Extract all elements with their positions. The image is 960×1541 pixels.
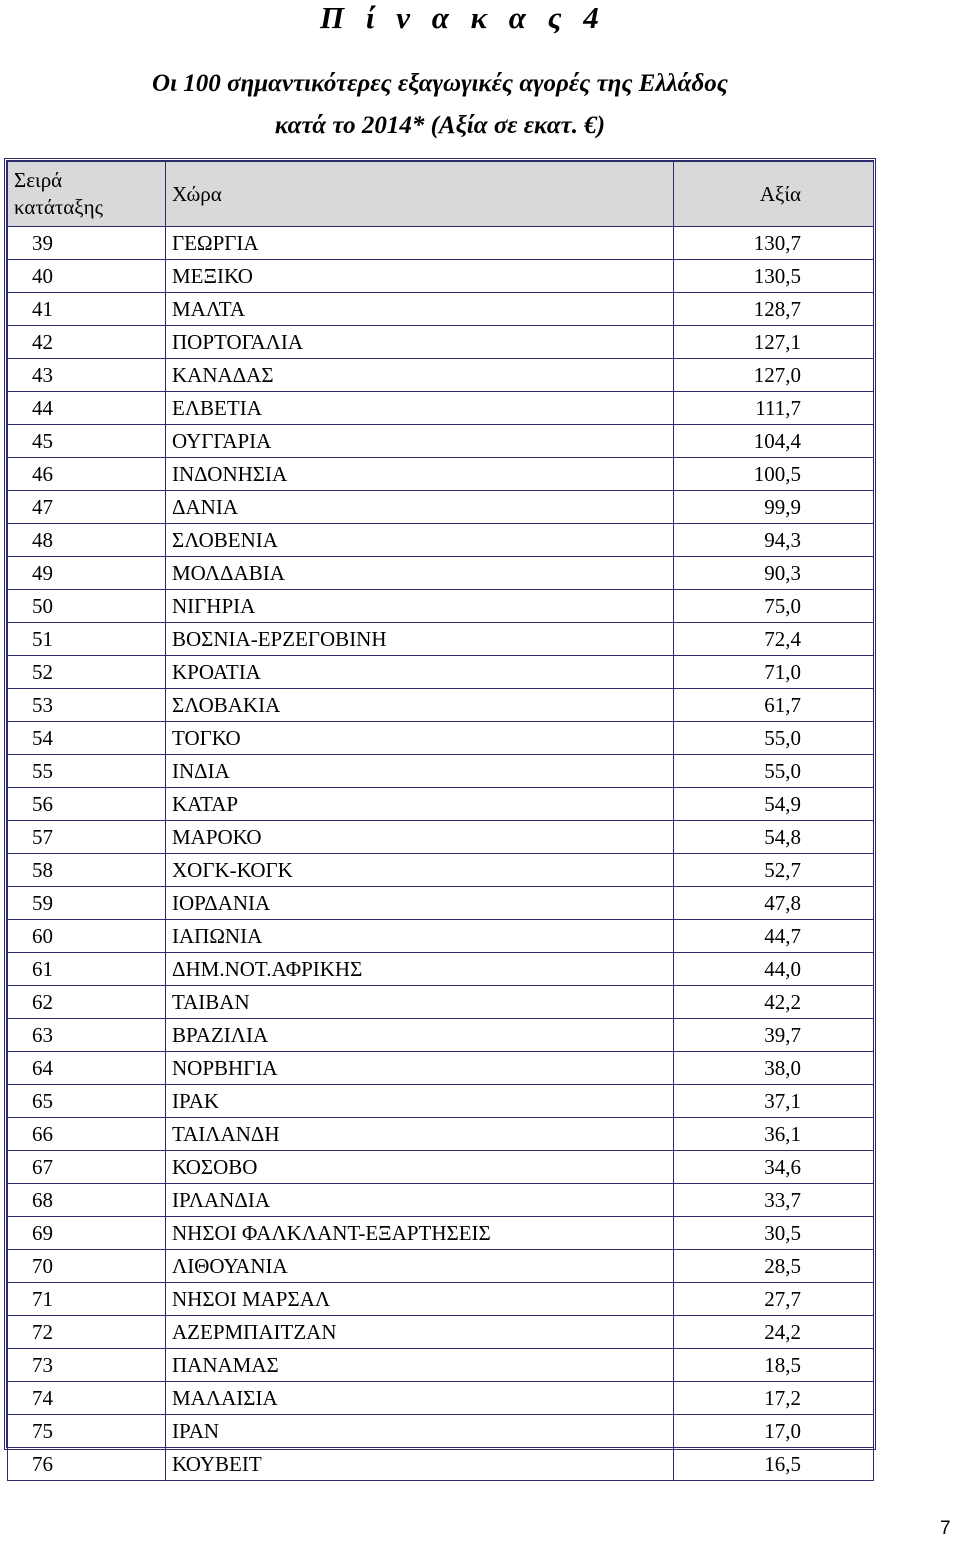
value-cell: 44,0 <box>674 953 874 986</box>
value-cell: 72,4 <box>674 623 874 656</box>
page-title: Π ί ν α κ α ς 4 <box>320 0 606 35</box>
country-cell: ΒΡΑΖΙΛΙΑ <box>166 1019 674 1052</box>
rank-cell: 66 <box>8 1118 166 1151</box>
rank-cell: 71 <box>8 1283 166 1316</box>
value-cell: 28,5 <box>674 1250 874 1283</box>
table-row <box>8 656 874 689</box>
table-row <box>8 689 874 722</box>
value-cell: 17,0 <box>674 1415 874 1448</box>
rank-cell: 50 <box>8 590 166 623</box>
value-cell: 39,7 <box>674 1019 874 1052</box>
rank-cell: 47 <box>8 491 166 524</box>
country-cell: ΜΕΞΙΚΟ <box>166 260 674 293</box>
table-row <box>8 1118 874 1151</box>
rank-cell: 68 <box>8 1184 166 1217</box>
country-cell: ΔΗΜ.ΝΟΤ.ΑΦΡΙΚΗΣ <box>166 953 674 986</box>
table-row <box>8 1250 874 1283</box>
value-cell: 130,7 <box>674 227 874 260</box>
value-cell: 33,7 <box>674 1184 874 1217</box>
rank-cell: 41 <box>8 293 166 326</box>
country-cell: ΙΡΑΚ <box>166 1085 674 1118</box>
value-cell: 24,2 <box>674 1316 874 1349</box>
value-cell: 37,1 <box>674 1085 874 1118</box>
value-cell: 94,3 <box>674 524 874 557</box>
country-cell: ΝΗΣΟΙ ΜΑΡΣΑΛ <box>166 1283 674 1316</box>
rank-cell: 48 <box>8 524 166 557</box>
country-cell: ΜΑΛΤΑ <box>166 293 674 326</box>
table-row <box>8 227 874 260</box>
rank-cell: 63 <box>8 1019 166 1052</box>
country-cell: ΙΟΡΔΑΝΙΑ <box>166 887 674 920</box>
value-cell: 34,6 <box>674 1151 874 1184</box>
page-number: 7 <box>940 1518 951 1539</box>
value-cell: 130,5 <box>674 260 874 293</box>
rank-cell: 70 <box>8 1250 166 1283</box>
rank-cell: 72 <box>8 1316 166 1349</box>
value-cell: 104,4 <box>674 425 874 458</box>
value-cell: 54,9 <box>674 788 874 821</box>
value-cell: 128,7 <box>674 293 874 326</box>
rank-cell: 56 <box>8 788 166 821</box>
table-row <box>8 425 874 458</box>
table-row <box>8 854 874 887</box>
table-row <box>8 359 874 392</box>
value-cell: 38,0 <box>674 1052 874 1085</box>
table-row <box>8 524 874 557</box>
table-row <box>8 458 874 491</box>
rank-cell: 57 <box>8 821 166 854</box>
table-row <box>8 326 874 359</box>
country-cell: ΓΕΩΡΓΙΑ <box>166 227 674 260</box>
value-cell: 42,2 <box>674 986 874 1019</box>
table-row <box>8 1283 874 1316</box>
country-cell: ΤΟΓΚΟ <box>166 722 674 755</box>
rank-cell: 59 <box>8 887 166 920</box>
country-cell: ΙΝΔΙΑ <box>166 755 674 788</box>
table-header <box>8 162 874 227</box>
country-cell: ΔΑΝΙΑ <box>166 491 674 524</box>
value-cell: 100,5 <box>674 458 874 491</box>
rank-cell: 61 <box>8 953 166 986</box>
country-cell: ΑΖΕΡΜΠΑΙΤΖΑΝ <box>166 1316 674 1349</box>
table-row <box>8 953 874 986</box>
rank-cell: 42 <box>8 326 166 359</box>
table-row <box>8 392 874 425</box>
country-cell: ΜΑΛΑΙΣΙΑ <box>166 1382 674 1415</box>
rank-cell: 53 <box>8 689 166 722</box>
table-row <box>8 590 874 623</box>
table-row <box>8 920 874 953</box>
value-cell: 36,1 <box>674 1118 874 1151</box>
table-row <box>8 1217 874 1250</box>
rank-cell: 45 <box>8 425 166 458</box>
header-rank <box>8 162 166 227</box>
value-cell: 47,8 <box>674 887 874 920</box>
rank-cell: 39 <box>8 227 166 260</box>
country-cell: ΣΛΟΒΕΝΙΑ <box>166 524 674 557</box>
rank-cell: 69 <box>8 1217 166 1250</box>
country-cell: ΤΑΙΛΑΝΔΗ <box>166 1118 674 1151</box>
country-cell: ΧΟΓΚ-ΚΟΓΚ <box>166 854 674 887</box>
rank-cell: 51 <box>8 623 166 656</box>
rank-cell: 75 <box>8 1415 166 1448</box>
rank-cell: 60 <box>8 920 166 953</box>
value-cell: 27,7 <box>674 1283 874 1316</box>
table-row <box>8 1382 874 1415</box>
value-cell: 61,7 <box>674 689 874 722</box>
rank-cell: 54 <box>8 722 166 755</box>
country-cell: ΙΡΑΝ <box>166 1415 674 1448</box>
rank-cell: 44 <box>8 392 166 425</box>
header-row <box>8 162 874 227</box>
table-row <box>8 1415 874 1448</box>
rank-cell: 43 <box>8 359 166 392</box>
table-subtitle-line2: κατά το 2014* (Αξία σε εκατ. €) <box>274 112 606 139</box>
header-rank-line1: Σειρά <box>14 167 63 192</box>
value-cell: 127,0 <box>674 359 874 392</box>
exports-table-frame <box>4 158 876 1476</box>
table-row <box>8 986 874 1019</box>
rank-cell: 55 <box>8 755 166 788</box>
table-row <box>8 755 874 788</box>
country-cell: ΚΑΤΑΡ <box>166 788 674 821</box>
rank-cell: 74 <box>8 1382 166 1415</box>
table-row <box>8 1184 874 1217</box>
country-cell: ΣΛΟΒΑΚΙΑ <box>166 689 674 722</box>
rank-cell: 40 <box>8 260 166 293</box>
table-row <box>8 623 874 656</box>
table-row <box>8 1052 874 1085</box>
country-cell: ΝΗΣΟΙ ΦΑΛΚΛΑΝΤ-ΕΞΑΡΤΗΣΕΙΣ <box>166 1217 674 1250</box>
header-country: Χώρα <box>166 162 674 227</box>
header-value: Αξία <box>674 162 874 227</box>
table-row <box>8 887 874 920</box>
rank-cell: 76 <box>8 1448 166 1481</box>
header-rank-line2: κατάταξης <box>14 195 103 219</box>
country-cell: ΕΛΒΕΤΙΑ <box>166 392 674 425</box>
value-cell: 75,0 <box>674 590 874 623</box>
rank-cell: 65 <box>8 1085 166 1118</box>
country-cell: ΒΟΣΝΙΑ-ΕΡΖΕΓΟΒΙΝΗ <box>166 623 674 656</box>
table-row <box>8 1151 874 1184</box>
rank-cell: 73 <box>8 1349 166 1382</box>
country-cell: ΤΑΙΒΑΝ <box>166 986 674 1019</box>
value-cell: 18,5 <box>674 1349 874 1382</box>
country-cell: ΙΡΛΑΝΔΙΑ <box>166 1184 674 1217</box>
table-row <box>8 788 874 821</box>
value-cell: 55,0 <box>674 755 874 788</box>
table-row <box>8 1349 874 1382</box>
country-cell: ΙΝΔΟΝΗΣΙΑ <box>166 458 674 491</box>
value-cell: 16,5 <box>674 1448 874 1481</box>
value-cell: 111,7 <box>674 392 874 425</box>
rank-cell: 62 <box>8 986 166 1019</box>
country-cell: ΛΙΘΟΥΑΝΙΑ <box>166 1250 674 1283</box>
country-cell: ΟΥΓΓΑΡΙΑ <box>166 425 674 458</box>
table-row <box>8 1316 874 1349</box>
country-cell: ΚΑΝΑΔΑΣ <box>166 359 674 392</box>
table-row <box>8 722 874 755</box>
exports-table <box>7 161 874 1481</box>
table-row <box>8 557 874 590</box>
table-row <box>8 293 874 326</box>
country-cell: ΚΟΥΒΕΙΤ <box>166 1448 674 1481</box>
table-body <box>8 227 874 1481</box>
country-cell: ΝΙΓΗΡΙΑ <box>166 590 674 623</box>
rank-cell: 49 <box>8 557 166 590</box>
rank-cell: 64 <box>8 1052 166 1085</box>
value-cell: 90,3 <box>674 557 874 590</box>
country-cell: ΙΑΠΩΝΙΑ <box>166 920 674 953</box>
rank-cell: 58 <box>8 854 166 887</box>
value-cell: 30,5 <box>674 1217 874 1250</box>
value-cell: 17,2 <box>674 1382 874 1415</box>
table-subtitle-line1: Οι 100 σημαντικότερες εξαγωγικές αγορές της Ελλάδος <box>152 70 728 97</box>
value-cell: 55,0 <box>674 722 874 755</box>
rank-cell: 46 <box>8 458 166 491</box>
value-cell: 44,7 <box>674 920 874 953</box>
country-cell: ΠΑΝΑΜΑΣ <box>166 1349 674 1382</box>
country-cell: ΠΟΡΤΟΓΑΛΙΑ <box>166 326 674 359</box>
country-cell: ΜΑΡΟΚΟ <box>166 821 674 854</box>
rank-cell: 52 <box>8 656 166 689</box>
value-cell: 52,7 <box>674 854 874 887</box>
country-cell: ΝΟΡΒΗΓΙΑ <box>166 1052 674 1085</box>
table-row <box>8 1085 874 1118</box>
value-cell: 54,8 <box>674 821 874 854</box>
table-row <box>8 260 874 293</box>
value-cell: 71,0 <box>674 656 874 689</box>
country-cell: ΚΡΟΑΤΙΑ <box>166 656 674 689</box>
table-row <box>8 491 874 524</box>
country-cell: ΜΟΛΔΑΒΙΑ <box>166 557 674 590</box>
country-cell: ΚΟΣΟΒΟ <box>166 1151 674 1184</box>
table-row <box>8 821 874 854</box>
value-cell: 127,1 <box>674 326 874 359</box>
value-cell: 99,9 <box>674 491 874 524</box>
rank-cell: 67 <box>8 1151 166 1184</box>
table-row <box>8 1448 874 1481</box>
table-row <box>8 1019 874 1052</box>
